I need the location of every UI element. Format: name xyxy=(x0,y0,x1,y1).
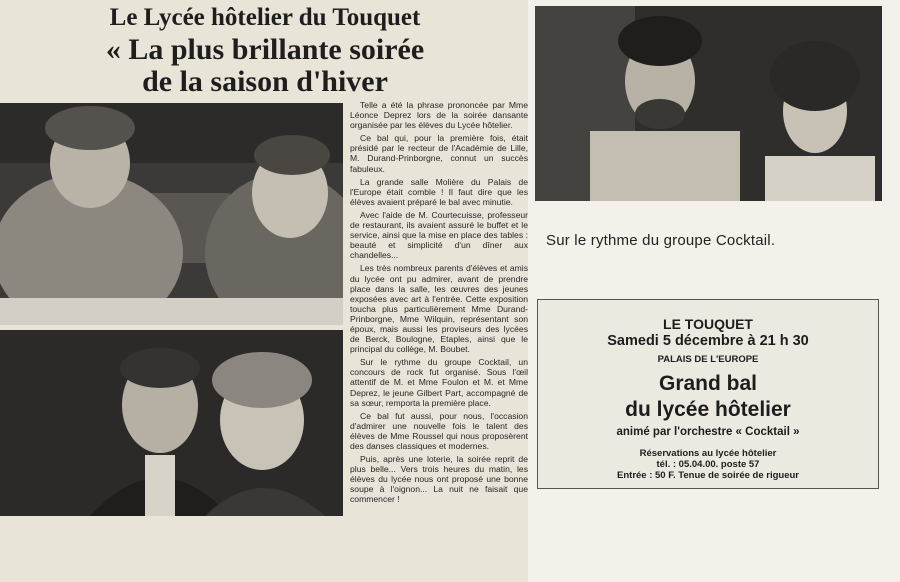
headline-line-3: de la saison d'hiver xyxy=(142,65,388,98)
photo-two-women-at-table xyxy=(0,103,343,325)
article-headline xyxy=(40,2,490,98)
ad-reservations: Réservations au lycée hôtelier xyxy=(639,448,777,459)
headline-line-1: Le Lycée hôtelier du Touquet xyxy=(109,4,421,31)
article-paragraph: La grande salle Molière du Palais de l'Europe était comble ! Il faut dire que les élèves avaient préparé le bal avec minutie. xyxy=(350,176,528,207)
article-paragraph: Avec l'aide de M. Courtecuisse, professeur de restaurant, ils avaient assuré le buffet et le service, ainsi que la mise en place des tables : beauté et simplicité d'un dîner aux chandelles... xyxy=(350,209,528,261)
article-paragraph: Ce bal fut aussi, pour nous, l'occasion d'admirer une nouvelle fois le talent des élèves de Mme Roussel qui nous proposèrent des danses classiques et modernes. xyxy=(350,410,528,451)
event-announcement-box xyxy=(537,299,879,489)
article-body xyxy=(350,100,528,582)
photo-caption: Sur le rythme du groupe Cocktail. xyxy=(546,232,776,249)
ad-title-line-2: du lycée hôtelier xyxy=(625,398,791,421)
ad-title-line-1: Grand bal xyxy=(658,372,758,395)
ad-entry-price: Entrée : 50 F. Tenue de soirée de rigueur xyxy=(617,470,799,481)
photo-couple-smiling xyxy=(0,330,343,516)
headline-line-2: « La plus brillante soirée xyxy=(105,33,425,66)
article-paragraph: Sur le rythme du groupe Cocktail, un concours de rock fut organisé. Sous l'œil attentif de M. et Mme Foulon et M. et Mme Deprez, le jeune Gilbert Part, accompagné de sa sœur, remporta la première place. xyxy=(350,357,528,408)
article-paragraph: Les très nombreux parents d'élèves et amis du lycée ont pu admirer, avant de prendre place dans la salle, les œuvres des jeunes exposées avec art à l'entrée. Cette exposition toucha plus particulièrement Mme Durand-Prinborgne, Mme Wilquin, représentant son époux, mais aussi les proviseurs des lycées de Berck, Boulogne, Etaples, ainsi que le principal du collège, M. Boubet. xyxy=(350,263,528,355)
ad-town: LE TOUQUET xyxy=(663,316,753,332)
ad-date: Samedi 5 décembre à 21 h 30 xyxy=(607,333,809,349)
ad-band: animé par l'orchestre « Cocktail » xyxy=(616,426,800,438)
photo-band-members xyxy=(535,6,882,201)
ad-venue: PALAIS DE L'EUROPE xyxy=(657,354,759,365)
article-paragraph: Ce bal qui, pour la première fois, était présidé par le recteur de l'Académie de Lille, M. Durand-Prinborgne, connut un succès fabuleux. xyxy=(350,133,528,174)
article-paragraph: Puis, après une loterie, la soirée reprit de plus belle... Vers trois heures du matin, les élèves du lycée nous ont proposé une bonne soupe à l'oignon... La nuit ne faisait que commencer ! xyxy=(350,454,528,505)
article-paragraph: Telle a été la phrase prononcée par Mme Léonce Deprez lors de la soirée dansante organisée par les élèves du Lycée hôtelier. xyxy=(350,100,528,131)
ad-telephone: tél. : 05.04.00. poste 57 xyxy=(656,459,760,470)
